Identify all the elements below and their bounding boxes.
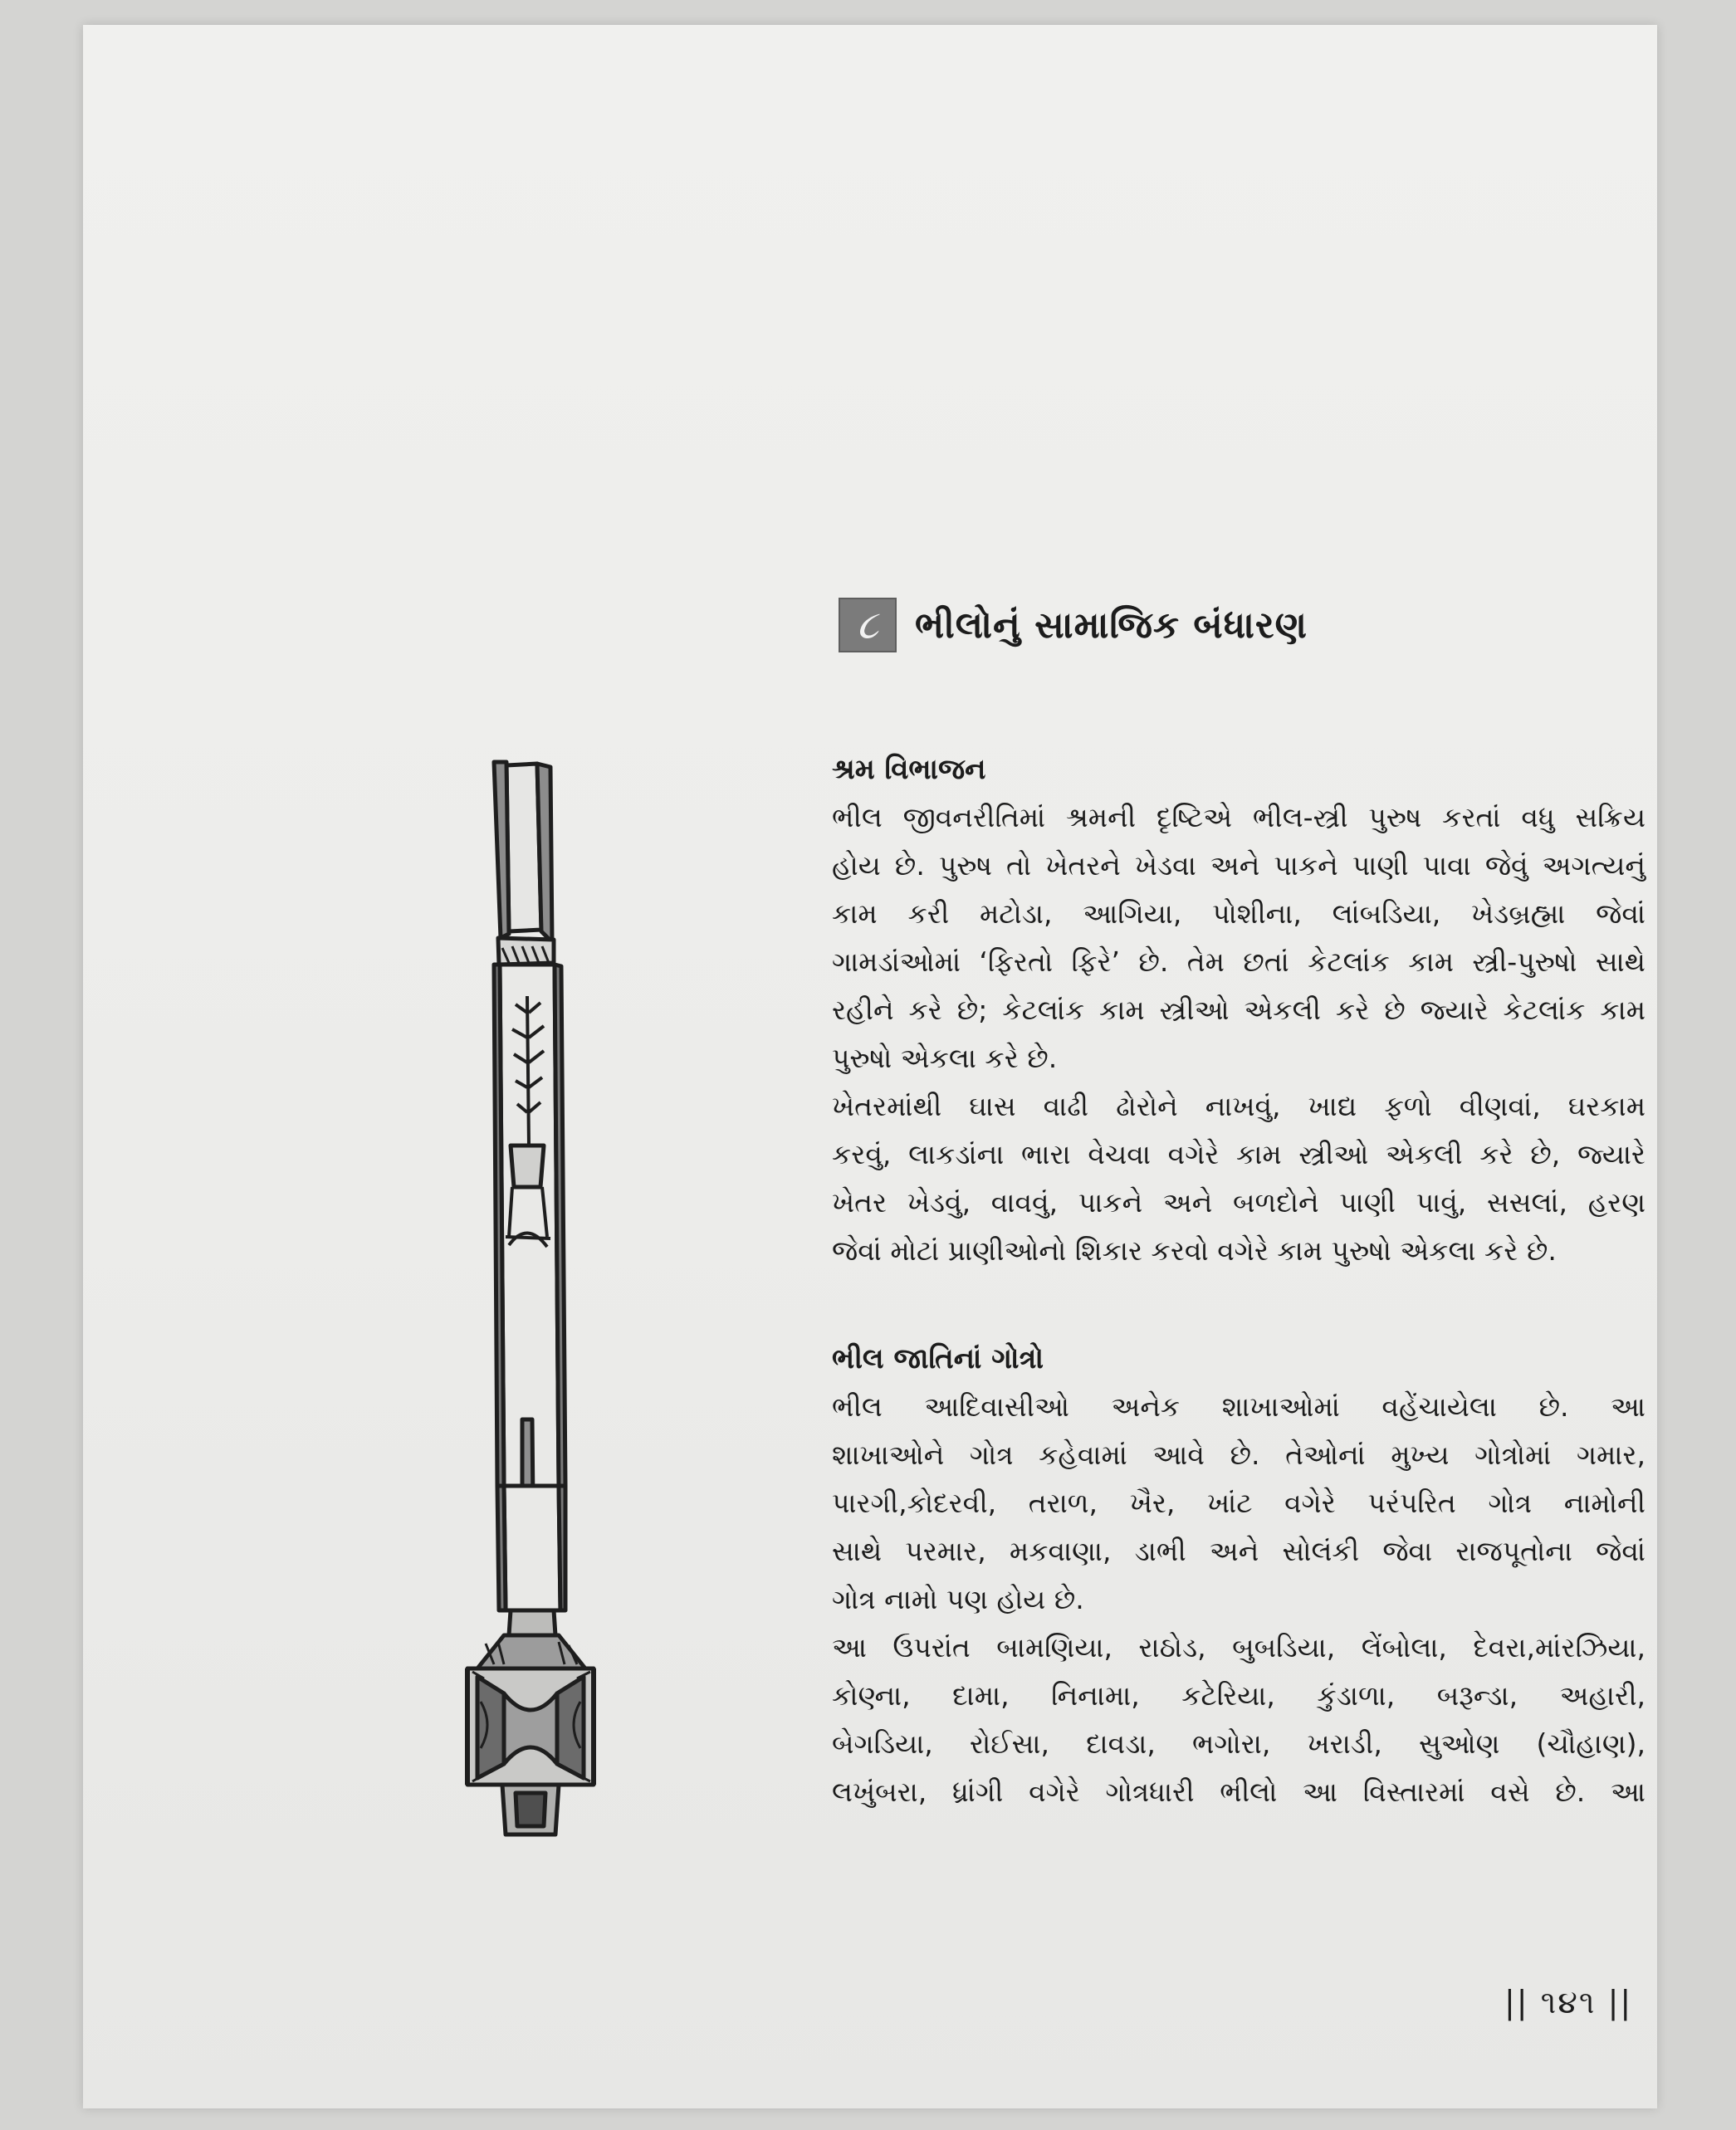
text-line: ભીલ જીવનરીતિમાં શ્રમની દૃષ્ટિએ ભીલ-સ્ત્રી પુરુષ કરતાં વધુ સક્રિય bbox=[832, 801, 1646, 833]
paragraph bbox=[832, 1383, 1646, 1624]
text-line: ગામડાંઓમાં ‘ફિરતો ફિરે’ છે. તેમ છતાં કેટલાંક કામ સ્ત્રી-પુરુષો સાથે bbox=[832, 945, 1646, 978]
text-line: જેવાં મોટાં પ્રાણીઓનો શિકાર કરવો વગેરે કામ પુરુષો એકલા કરે છે. bbox=[832, 1234, 1557, 1267]
section-gap bbox=[832, 1275, 1646, 1335]
text-line: કામ કરી મટોડા, આગિયા, પોશીના, લાંબડિયા, ખેડબ્રહ્મા જેવાં bbox=[832, 897, 1646, 930]
chapter-title: ભીલોનું સામાજિક બંધારણ bbox=[915, 603, 1308, 647]
text-line: બેગડિયા, રોઈસા, દાવડા, ભગોરા, ખરાડી, સુઓણ (ચૌહાણ), bbox=[832, 1727, 1646, 1760]
text-line: ભીલ આદિવાસીઓ અનેક શાખાઓમાં વહેંચાયેલા છે. આ bbox=[832, 1390, 1646, 1423]
section-heading-clans: ભીલ જાતિનાં ગોત્રો bbox=[832, 1342, 1044, 1375]
text-line: કરવું, લાકડાંના ભારા વેચવા વગેરે કામ સ્ત્રીઓ એકલી કરે છે, જ્યારે bbox=[832, 1138, 1646, 1170]
text-line: પારગી,કોદરવી, તરાળ, ખૈર, ખાંટ વગેરે પરંપરિત ગોત્ર નામોની bbox=[832, 1487, 1646, 1519]
paragraph bbox=[832, 794, 1646, 1082]
text-line: આ ઉપરાંત બામણિયા, રાઠોડ, બુબડિયા, લેંબોલા, દેવરા,માંરઝિયા, bbox=[832, 1631, 1646, 1663]
text-column bbox=[832, 745, 1646, 1816]
text-line: ખેતરમાંથી ઘાસ વાઢી ઢોરોને નાખવું, ખાદ્ય ફળો વીણવાં, ઘરકામ bbox=[832, 1090, 1646, 1122]
book-page bbox=[83, 25, 1657, 2108]
text-line: ગોત્ર નામો પણ હોય છે. bbox=[832, 1583, 1084, 1615]
text-line: રહીને કરે છે; કેટલાંક કામ સ્ત્રીઓ એકલી કરે છે જ્યારે કેટલાંક કામ bbox=[832, 994, 1646, 1026]
paragraph bbox=[832, 1624, 1646, 1816]
text-line: સાથે પરમાર, મકવાણા, ડાભી અને સોલંકી જેવા રાજપૂતોના જેવાં bbox=[832, 1535, 1646, 1567]
text-line: શાખાઓને ગોત્ર કહેવામાં આવે છે. તેઓનાં મુખ્ય ગોત્રોમાં ગમાર, bbox=[832, 1439, 1646, 1471]
section-heading-labour-division: શ્રમ વિભાજન bbox=[832, 753, 986, 786]
text-line: લખુંબરા, ધ્રાંગી વગેરે ગોત્રધારી ભીલો આ વિસ્તારમાં વસે છે. આ bbox=[832, 1776, 1646, 1808]
text-line: ખેતર ખેડવું, વાવવું, પાકને અને બળદોને પાણી પાવું, સસલાં, હરણ bbox=[832, 1186, 1646, 1219]
instrument-illustration-icon bbox=[461, 755, 643, 1851]
chapter-heading bbox=[839, 598, 1308, 652]
paragraph bbox=[832, 1082, 1646, 1275]
text-line: કોણ્ના, દામા, નિનામા, કટેરિયા, કુંડાળા, બરૂન્ડા, અહારી, bbox=[832, 1679, 1646, 1712]
text-line: હોય છે. પુરુષ તો ખેતરને ખેડવા અને પાકને પાણી પાવા જેવું અગત્યનું bbox=[832, 849, 1646, 882]
text-line: પુરુષો એકલા કરે છે. bbox=[832, 1042, 1058, 1074]
chapter-number-badge: ૮ bbox=[839, 598, 897, 652]
page-number: || ૧૪૧ || bbox=[1504, 1984, 1633, 2020]
